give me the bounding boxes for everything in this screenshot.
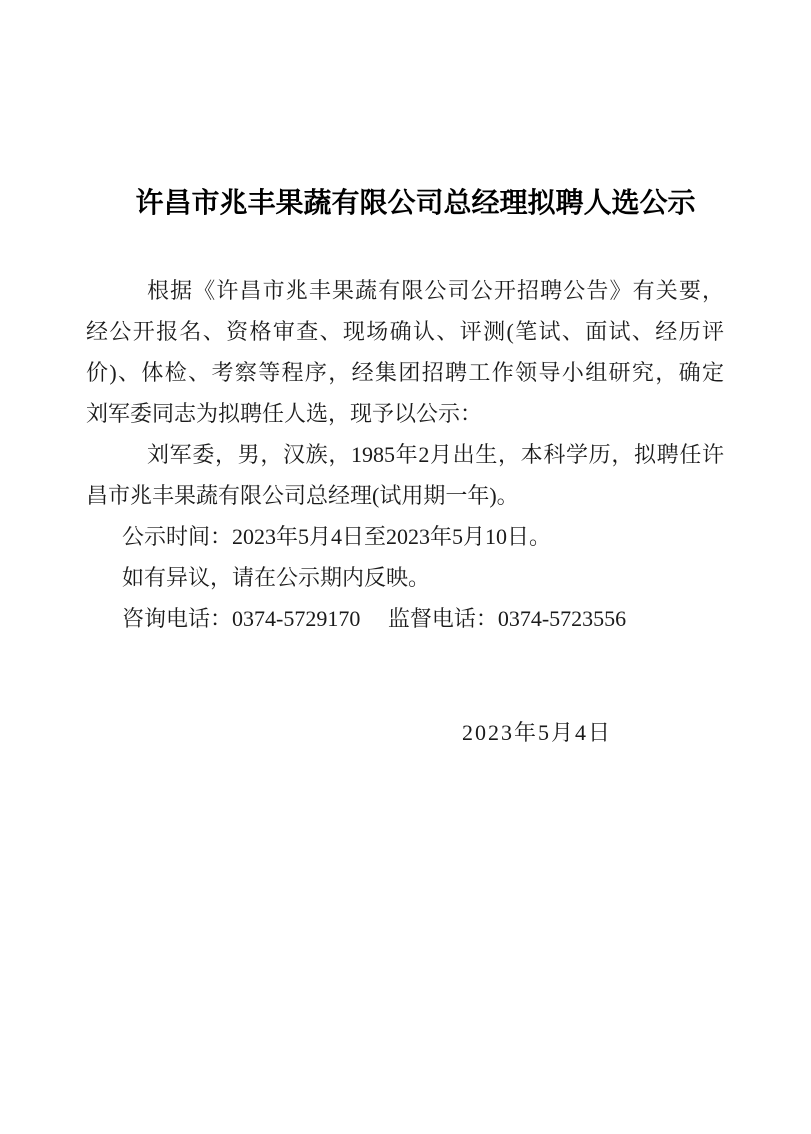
paragraph-1-line-2: 经公开报名、资格审查、现场确认、评测(笔试、面试、经历评: [86, 319, 724, 344]
document-title: 许昌市兆丰果蔬有限公司总经理拟聘人选公示: [135, 188, 696, 219]
paragraph-1-line-4: 刘军委同志为拟聘任人选，现予以公示：: [86, 401, 483, 426]
objection-notice-line: 如有异议，请在公示期内反映。: [122, 565, 431, 590]
paragraph-1-line-1: 根据《许昌市兆丰果蔬有限公司公开招聘公告》有关要，: [147, 278, 724, 303]
paragraph-2-line-2: 昌市兆丰果蔬有限公司总经理(试用期一年)。: [86, 483, 519, 508]
paragraph-2-line-1: 刘军委，男，汉族，1985年2月出生，本科学历，拟聘任许: [147, 442, 724, 467]
publication-date: 2023年5月4日: [461, 720, 612, 745]
publicity-period-line: 公示时间：2023年5月4日至2023年5月10日。: [122, 524, 552, 549]
contact-phones-line: 咨询电话：0374-5729170 监督电话：0374-5723556: [122, 606, 627, 631]
document-body: [86, 270, 724, 639]
paragraph-1-line-3: 价)、体检、考察等程序，经集团招聘工作领导小组研究，确定: [86, 360, 724, 385]
